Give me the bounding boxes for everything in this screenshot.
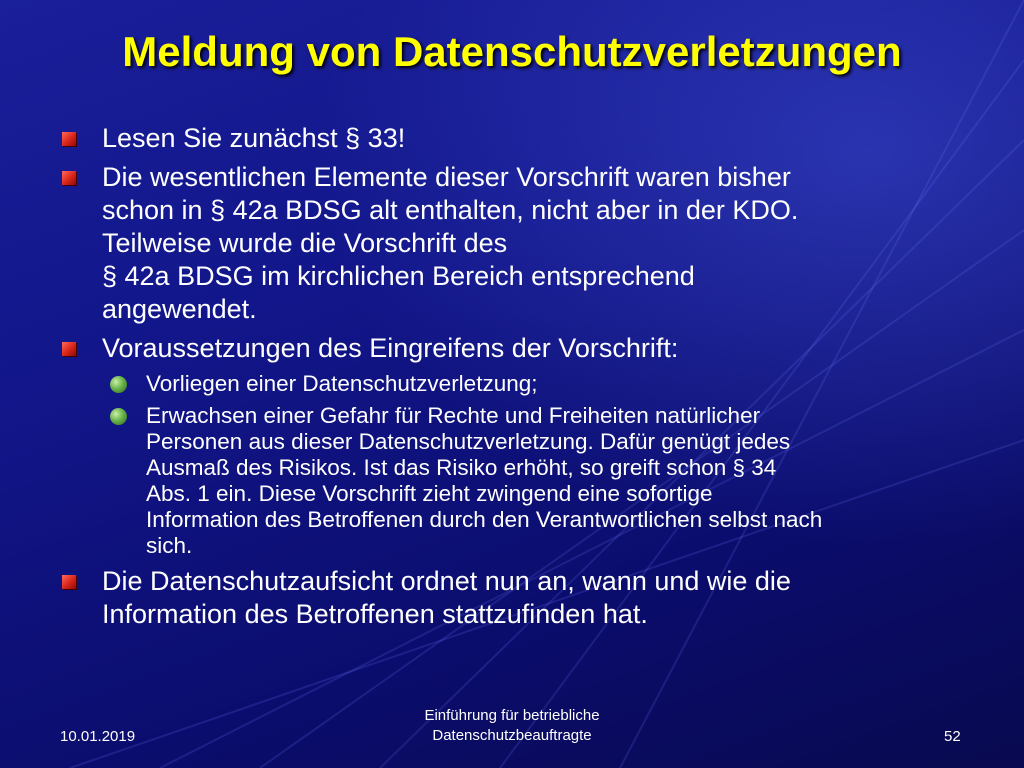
bullet-text: Voraussetzungen des Eingreifens der Vorschrift: <box>102 333 679 363</box>
bullet-text: Die wesentlichen Elemente dieser Vorschrift waren bisher <box>102 162 791 192</box>
bullet-text: angewendet. <box>102 294 257 324</box>
sub-bullet-text: Vorliegen einer Datenschutzverletzung; <box>146 371 538 396</box>
sub-bullet-text: Personen aus dieser Datenschutzverletzung. Dafür genügt jedes <box>146 429 791 454</box>
sub-bullet-item <box>62 403 982 559</box>
sub-bullet-text: Ausmaß des Risikos. Ist das Risiko erhöht, so greift schon § 34 <box>146 455 777 480</box>
sub-bullet-text: sich. <box>146 533 193 558</box>
bullet-text: Die Datenschutzaufsicht ordnet nun an, wann und wie die <box>102 566 791 596</box>
green-ball-bullet-icon <box>110 376 127 393</box>
page-number: 52 <box>944 728 961 745</box>
bullet-item <box>62 161 982 326</box>
bullet-text: § 42a BDSG im kirchlichen Bereich entsprechend <box>102 261 695 291</box>
slide-title: Meldung von Datenschutzverletzungen <box>122 28 902 75</box>
sub-bullet-text: Information des Betroffenen durch den Verantwortlichen selbst nach <box>146 507 823 532</box>
sub-bullet-text: Abs. 1 ein. Diese Vorschrift zieht zwingend eine sofortige <box>146 481 713 506</box>
footer-date: 10.01.2019 <box>60 728 136 745</box>
red-square-bullet-icon <box>62 575 76 589</box>
bullet-text: Lesen Sie zunächst § 33! <box>102 123 406 153</box>
bullet-text: Information des Betroffenen stattzufinden hat. <box>102 599 648 629</box>
red-square-bullet-icon <box>62 342 76 356</box>
bullet-text: schon in § 42a BDSG alt enthalten, nicht aber in der KDO. <box>102 195 799 225</box>
slide-content <box>62 122 982 637</box>
bullet-item <box>62 565 982 631</box>
bullet-text: Teilweise wurde die Vorschrift des <box>102 228 508 258</box>
sub-bullet-item <box>62 371 982 397</box>
bullet-item <box>62 122 982 155</box>
footer-title-line: Einführung für betriebliche <box>424 707 600 724</box>
green-ball-bullet-icon <box>110 408 127 425</box>
red-square-bullet-icon <box>62 132 76 146</box>
footer-title <box>0 706 1024 746</box>
sub-bullet-text: Erwachsen einer Gefahr für Rechte und Freiheiten natürlicher <box>146 403 761 428</box>
bullet-item <box>62 332 982 365</box>
red-square-bullet-icon <box>62 171 76 185</box>
footer-title-line: Datenschutzbeauftragte <box>432 727 592 744</box>
